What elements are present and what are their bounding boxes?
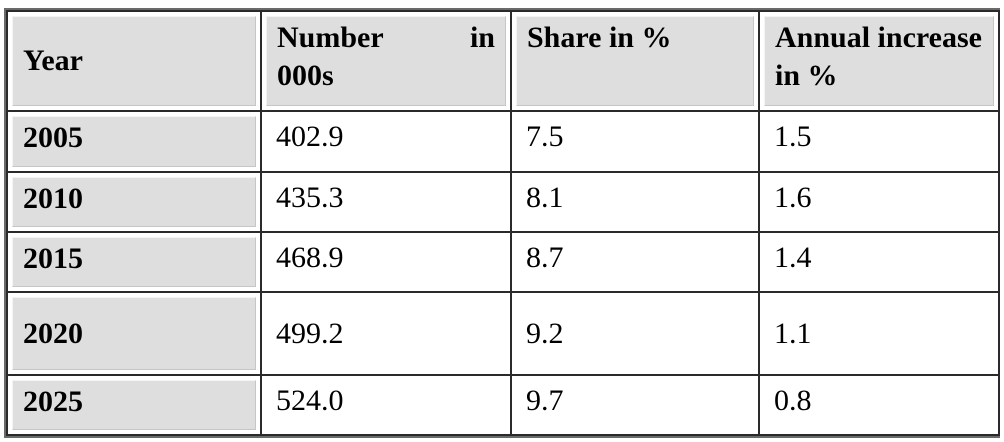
cell-number <box>261 292 511 374</box>
year-value: 2005 <box>23 121 83 155</box>
number-value: 468.9 <box>276 241 344 275</box>
year-value: 2015 <box>23 242 83 276</box>
cell-year <box>7 292 261 374</box>
cell-number <box>261 172 511 232</box>
table-header-row <box>7 11 999 111</box>
cell-year <box>7 375 261 435</box>
cell-increase <box>759 111 999 171</box>
share-value: 8.1 <box>526 180 564 214</box>
increase-value: 1.4 <box>774 241 812 275</box>
cell-number <box>261 232 511 292</box>
cell-number <box>261 375 511 435</box>
year-value: 2020 <box>23 316 83 350</box>
table-row <box>7 292 999 374</box>
table-frame <box>4 8 1000 438</box>
header-share-label: Share in % <box>527 21 672 54</box>
cell-year <box>7 172 261 232</box>
header-number-in: in <box>469 21 495 54</box>
table-row <box>7 111 999 171</box>
share-value: 7.5 <box>526 120 564 154</box>
header-year <box>7 11 261 111</box>
number-value: 402.9 <box>276 120 344 154</box>
header-number <box>261 11 511 111</box>
cell-share <box>511 232 759 292</box>
share-value: 9.7 <box>526 383 564 417</box>
data-table <box>6 10 1000 436</box>
header-year-label: Year <box>23 44 83 78</box>
header-number-line2: 000s <box>277 59 334 92</box>
number-value: 524.0 <box>276 383 344 417</box>
increase-value: 1.1 <box>774 316 812 350</box>
table-row <box>7 172 999 232</box>
header-number-line1 <box>277 19 495 57</box>
cell-increase <box>759 292 999 374</box>
year-value: 2025 <box>23 384 83 418</box>
cell-year <box>7 111 261 171</box>
header-increase <box>759 11 999 111</box>
table-row <box>7 375 999 435</box>
header-increase-label: Annual increase in % <box>775 21 982 92</box>
cell-increase <box>759 232 999 292</box>
increase-value: 1.6 <box>774 180 812 214</box>
cell-increase <box>759 375 999 435</box>
header-share <box>511 11 759 111</box>
cell-share <box>511 375 759 435</box>
cell-year <box>7 232 261 292</box>
header-number-word: Number <box>277 21 384 54</box>
cell-increase <box>759 172 999 232</box>
share-value: 9.2 <box>526 316 564 350</box>
cell-share <box>511 292 759 374</box>
number-value: 435.3 <box>276 180 344 214</box>
cell-share <box>511 172 759 232</box>
cell-number <box>261 111 511 171</box>
cell-share <box>511 111 759 171</box>
increase-value: 1.5 <box>774 120 812 154</box>
table-row <box>7 232 999 292</box>
share-value: 8.7 <box>526 241 564 275</box>
number-value: 499.2 <box>276 316 344 350</box>
year-value: 2010 <box>23 181 83 215</box>
increase-value: 0.8 <box>774 383 812 417</box>
